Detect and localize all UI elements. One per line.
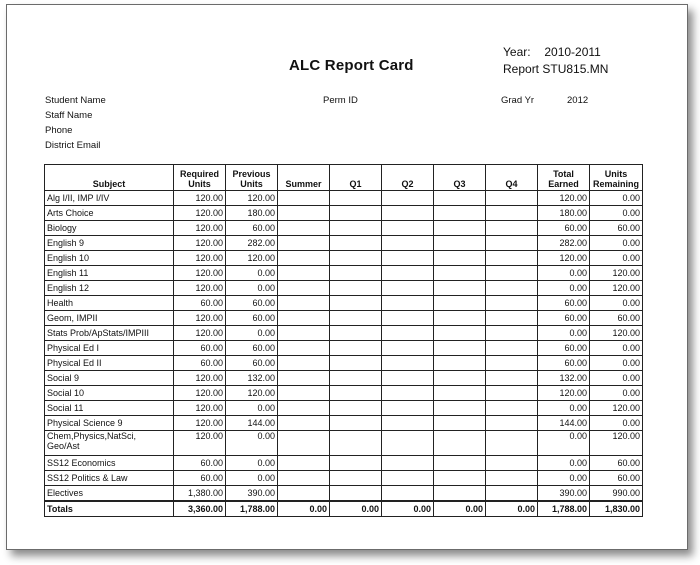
value-cell: 0.00 bbox=[590, 251, 643, 266]
value-cell bbox=[330, 236, 382, 251]
value-cell bbox=[434, 251, 486, 266]
value-cell bbox=[278, 326, 330, 341]
value-cell: 120.00 bbox=[174, 386, 226, 401]
value-cell bbox=[486, 356, 538, 371]
table-row bbox=[45, 386, 643, 401]
value-cell bbox=[330, 296, 382, 311]
value-cell bbox=[486, 456, 538, 471]
value-cell bbox=[278, 416, 330, 431]
value-cell: 0.00 bbox=[590, 206, 643, 221]
value-cell: 120.00 bbox=[226, 251, 278, 266]
value-cell: 990.00 bbox=[590, 486, 643, 502]
subject-cell: English 12 bbox=[45, 281, 174, 296]
value-cell bbox=[278, 221, 330, 236]
value-cell: 144.00 bbox=[538, 416, 590, 431]
value-cell bbox=[278, 356, 330, 371]
year-value: 2010-2011 bbox=[544, 45, 601, 59]
value-cell bbox=[486, 326, 538, 341]
value-cell bbox=[486, 266, 538, 281]
value-cell: 60.00 bbox=[174, 341, 226, 356]
value-cell bbox=[330, 356, 382, 371]
value-cell: 0.00 bbox=[590, 191, 643, 206]
value-cell: 0.00 bbox=[538, 431, 590, 456]
value-cell: 120.00 bbox=[538, 386, 590, 401]
value-cell bbox=[486, 401, 538, 416]
subject-cell: Stats Prob/ApStats/IMPIII bbox=[45, 326, 174, 341]
subject-cell: Geom, IMPII bbox=[45, 311, 174, 326]
value-cell: 60.00 bbox=[538, 341, 590, 356]
table-row bbox=[45, 401, 643, 416]
value-cell bbox=[330, 371, 382, 386]
value-cell bbox=[278, 191, 330, 206]
report-title: ALC Report Card bbox=[289, 57, 414, 74]
value-cell bbox=[486, 281, 538, 296]
value-cell: 120.00 bbox=[590, 431, 643, 456]
value-cell bbox=[382, 236, 434, 251]
value-cell: 120.00 bbox=[590, 281, 643, 296]
column-header: Required Units bbox=[174, 165, 226, 191]
subject-cell: English 10 bbox=[45, 251, 174, 266]
value-cell: 60.00 bbox=[538, 311, 590, 326]
value-cell bbox=[382, 326, 434, 341]
value-cell: 120.00 bbox=[174, 281, 226, 296]
value-cell bbox=[434, 401, 486, 416]
column-header: Q1 bbox=[330, 165, 382, 191]
value-cell bbox=[330, 251, 382, 266]
value-cell bbox=[434, 471, 486, 486]
value-cell: 0.00 bbox=[590, 371, 643, 386]
value-cell: 0.00 bbox=[538, 266, 590, 281]
value-cell: 0.00 bbox=[278, 501, 330, 517]
value-cell bbox=[434, 326, 486, 341]
value-cell: 120.00 bbox=[538, 251, 590, 266]
value-cell: 60.00 bbox=[174, 471, 226, 486]
value-cell bbox=[330, 206, 382, 221]
value-cell: 60.00 bbox=[174, 296, 226, 311]
value-cell bbox=[330, 326, 382, 341]
table-row bbox=[45, 311, 643, 326]
value-cell bbox=[382, 401, 434, 416]
value-cell bbox=[382, 296, 434, 311]
value-cell bbox=[330, 416, 382, 431]
value-cell bbox=[278, 266, 330, 281]
report-label: Report bbox=[503, 62, 540, 76]
table-row bbox=[45, 326, 643, 341]
value-cell: 120.00 bbox=[174, 416, 226, 431]
value-cell bbox=[278, 296, 330, 311]
value-cell bbox=[434, 386, 486, 401]
value-cell bbox=[486, 251, 538, 266]
student-name-label: Student Name bbox=[45, 95, 106, 106]
year-line bbox=[503, 45, 601, 59]
table-row bbox=[45, 206, 643, 221]
value-cell bbox=[486, 236, 538, 251]
value-cell: 60.00 bbox=[538, 221, 590, 236]
value-cell bbox=[434, 191, 486, 206]
table-row bbox=[45, 251, 643, 266]
value-cell: 120.00 bbox=[174, 236, 226, 251]
value-cell bbox=[278, 236, 330, 251]
value-cell bbox=[434, 266, 486, 281]
table-row bbox=[45, 456, 643, 471]
value-cell bbox=[330, 341, 382, 356]
table-row bbox=[45, 356, 643, 371]
value-cell: 0.00 bbox=[538, 471, 590, 486]
value-cell: 0.00 bbox=[590, 341, 643, 356]
value-cell bbox=[278, 401, 330, 416]
value-cell: 1,830.00 bbox=[590, 501, 643, 517]
value-cell bbox=[486, 311, 538, 326]
value-cell bbox=[382, 416, 434, 431]
value-cell bbox=[278, 311, 330, 326]
value-cell bbox=[434, 486, 486, 502]
value-cell: 120.00 bbox=[174, 221, 226, 236]
value-cell bbox=[330, 456, 382, 471]
value-cell: 390.00 bbox=[226, 486, 278, 502]
value-cell: 60.00 bbox=[538, 356, 590, 371]
value-cell bbox=[382, 371, 434, 386]
value-cell bbox=[382, 431, 434, 456]
value-cell bbox=[486, 191, 538, 206]
table-row bbox=[45, 371, 643, 386]
table-row bbox=[45, 221, 643, 236]
value-cell bbox=[330, 266, 382, 281]
value-cell bbox=[382, 341, 434, 356]
value-cell bbox=[486, 296, 538, 311]
value-cell bbox=[434, 296, 486, 311]
table-row bbox=[45, 266, 643, 281]
value-cell: 3,360.00 bbox=[174, 501, 226, 517]
value-cell bbox=[330, 486, 382, 502]
value-cell bbox=[382, 221, 434, 236]
value-cell: 144.00 bbox=[226, 416, 278, 431]
value-cell bbox=[278, 471, 330, 486]
value-cell bbox=[278, 206, 330, 221]
value-cell bbox=[434, 371, 486, 386]
column-header: Summer bbox=[278, 165, 330, 191]
value-cell bbox=[434, 281, 486, 296]
value-cell: 60.00 bbox=[174, 456, 226, 471]
staff-name-label: Staff Name bbox=[45, 110, 93, 121]
year-label: Year: bbox=[503, 45, 531, 59]
value-cell: 1,788.00 bbox=[226, 501, 278, 517]
value-cell: 282.00 bbox=[226, 236, 278, 251]
value-cell bbox=[382, 191, 434, 206]
subject-cell: Arts Choice bbox=[45, 206, 174, 221]
value-cell: 0.00 bbox=[538, 456, 590, 471]
subject-cell: Social 9 bbox=[45, 371, 174, 386]
value-cell: 0.00 bbox=[538, 326, 590, 341]
value-cell: 60.00 bbox=[226, 311, 278, 326]
value-cell bbox=[486, 206, 538, 221]
subject-cell: SS12 Economics bbox=[45, 456, 174, 471]
value-cell: 120.00 bbox=[226, 191, 278, 206]
value-cell bbox=[278, 386, 330, 401]
value-cell: 0.00 bbox=[330, 501, 382, 517]
value-cell: 60.00 bbox=[590, 311, 643, 326]
value-cell bbox=[330, 191, 382, 206]
value-cell bbox=[434, 206, 486, 221]
value-cell: 282.00 bbox=[538, 236, 590, 251]
value-cell: 0.00 bbox=[226, 326, 278, 341]
value-cell bbox=[486, 341, 538, 356]
subject-cell: SS12 Politics & Law bbox=[45, 471, 174, 486]
subject-cell: Biology bbox=[45, 221, 174, 236]
value-cell bbox=[434, 311, 486, 326]
value-cell bbox=[330, 401, 382, 416]
value-cell: 0.00 bbox=[226, 266, 278, 281]
value-cell: 0.00 bbox=[486, 501, 538, 517]
subject-cell: Electives bbox=[45, 486, 174, 502]
value-cell: 120.00 bbox=[174, 206, 226, 221]
value-cell bbox=[486, 431, 538, 456]
value-cell bbox=[382, 206, 434, 221]
value-cell: 0.00 bbox=[226, 431, 278, 456]
value-cell bbox=[382, 486, 434, 502]
value-cell bbox=[382, 251, 434, 266]
value-cell bbox=[382, 281, 434, 296]
value-cell: 120.00 bbox=[590, 401, 643, 416]
value-cell bbox=[382, 266, 434, 281]
grad-year-label: Grad Yr bbox=[501, 95, 535, 106]
value-cell: 60.00 bbox=[226, 356, 278, 371]
value-cell: 1,380.00 bbox=[174, 486, 226, 502]
value-cell bbox=[434, 236, 486, 251]
value-cell bbox=[330, 311, 382, 326]
table-header-row bbox=[45, 165, 643, 191]
value-cell: 0.00 bbox=[590, 296, 643, 311]
table-row bbox=[45, 296, 643, 311]
subject-cell: Totals bbox=[45, 501, 174, 517]
value-cell: 120.00 bbox=[174, 266, 226, 281]
report-line bbox=[503, 62, 608, 76]
value-cell: 0.00 bbox=[226, 281, 278, 296]
column-header: Units Remaining bbox=[590, 165, 643, 191]
value-cell: 60.00 bbox=[590, 221, 643, 236]
value-cell bbox=[278, 281, 330, 296]
value-cell: 60.00 bbox=[590, 471, 643, 486]
value-cell bbox=[434, 456, 486, 471]
subject-cell: Physical Science 9 bbox=[45, 416, 174, 431]
table-row bbox=[45, 486, 643, 502]
value-cell bbox=[382, 386, 434, 401]
value-cell: 60.00 bbox=[226, 221, 278, 236]
value-cell: 0.00 bbox=[590, 356, 643, 371]
value-cell bbox=[486, 386, 538, 401]
value-cell: 60.00 bbox=[226, 296, 278, 311]
table-row bbox=[45, 281, 643, 296]
value-cell: 0.00 bbox=[590, 386, 643, 401]
value-cell: 1,788.00 bbox=[538, 501, 590, 517]
value-cell: 120.00 bbox=[538, 191, 590, 206]
value-cell bbox=[382, 456, 434, 471]
perm-id-label: Perm ID bbox=[323, 95, 358, 106]
column-header: Q3 bbox=[434, 165, 486, 191]
value-cell bbox=[278, 431, 330, 456]
value-cell bbox=[278, 341, 330, 356]
value-cell bbox=[330, 281, 382, 296]
report-card-sheet bbox=[6, 4, 688, 550]
subject-cell: Chem,Physics,NatSci, Geo/Ast bbox=[45, 431, 174, 456]
value-cell: 120.00 bbox=[174, 431, 226, 456]
value-cell bbox=[486, 471, 538, 486]
value-cell bbox=[278, 251, 330, 266]
table-row bbox=[45, 471, 643, 486]
column-header: Q4 bbox=[486, 165, 538, 191]
value-cell: 0.00 bbox=[226, 456, 278, 471]
report-value: STU815.MN bbox=[542, 62, 609, 76]
table-row bbox=[45, 236, 643, 251]
value-cell: 60.00 bbox=[590, 456, 643, 471]
subject-cell: Health bbox=[45, 296, 174, 311]
value-cell: 60.00 bbox=[226, 341, 278, 356]
table-row bbox=[45, 191, 643, 206]
table-row bbox=[45, 341, 643, 356]
value-cell: 132.00 bbox=[538, 371, 590, 386]
value-cell: 60.00 bbox=[538, 296, 590, 311]
value-cell: 0.00 bbox=[590, 236, 643, 251]
value-cell bbox=[382, 471, 434, 486]
value-cell: 120.00 bbox=[174, 191, 226, 206]
value-cell bbox=[382, 311, 434, 326]
value-cell bbox=[278, 371, 330, 386]
value-cell bbox=[278, 456, 330, 471]
value-cell bbox=[434, 221, 486, 236]
value-cell: 180.00 bbox=[226, 206, 278, 221]
value-cell: 120.00 bbox=[226, 386, 278, 401]
value-cell: 0.00 bbox=[382, 501, 434, 517]
value-cell: 0.00 bbox=[226, 471, 278, 486]
phone-label: Phone bbox=[45, 125, 73, 136]
value-cell: 132.00 bbox=[226, 371, 278, 386]
value-cell: 120.00 bbox=[174, 401, 226, 416]
subject-cell: Social 10 bbox=[45, 386, 174, 401]
subject-cell: English 11 bbox=[45, 266, 174, 281]
subject-cell: English 9 bbox=[45, 236, 174, 251]
table-row bbox=[45, 416, 643, 431]
value-cell bbox=[434, 356, 486, 371]
column-header: Subject bbox=[45, 165, 174, 191]
subject-cell: Physical Ed I bbox=[45, 341, 174, 356]
column-header: Total Earned bbox=[538, 165, 590, 191]
subject-cell: Social 11 bbox=[45, 401, 174, 416]
value-cell bbox=[330, 221, 382, 236]
value-cell bbox=[330, 431, 382, 456]
value-cell: 180.00 bbox=[538, 206, 590, 221]
value-cell: 120.00 bbox=[174, 311, 226, 326]
value-cell: 120.00 bbox=[174, 326, 226, 341]
value-cell bbox=[382, 356, 434, 371]
column-header: Previous Units bbox=[226, 165, 278, 191]
column-header: Q2 bbox=[382, 165, 434, 191]
value-cell: 0.00 bbox=[590, 416, 643, 431]
subject-cell: Physical Ed II bbox=[45, 356, 174, 371]
subject-cell: Alg I/II, IMP I/IV bbox=[45, 191, 174, 206]
value-cell bbox=[486, 221, 538, 236]
value-cell: 0.00 bbox=[226, 401, 278, 416]
value-cell: 0.00 bbox=[538, 281, 590, 296]
value-cell bbox=[330, 386, 382, 401]
value-cell bbox=[434, 431, 486, 456]
value-cell bbox=[486, 486, 538, 502]
value-cell: 0.00 bbox=[434, 501, 486, 517]
value-cell: 120.00 bbox=[174, 371, 226, 386]
value-cell: 0.00 bbox=[538, 401, 590, 416]
value-cell: 390.00 bbox=[538, 486, 590, 502]
value-cell bbox=[330, 471, 382, 486]
value-cell: 120.00 bbox=[590, 266, 643, 281]
value-cell bbox=[434, 341, 486, 356]
value-cell bbox=[278, 486, 330, 502]
value-cell: 60.00 bbox=[174, 356, 226, 371]
grad-year-value: 2012 bbox=[567, 95, 589, 106]
table-row bbox=[45, 431, 643, 456]
value-cell bbox=[486, 416, 538, 431]
district-email-label: District Email bbox=[45, 140, 101, 151]
value-cell bbox=[434, 416, 486, 431]
value-cell: 120.00 bbox=[590, 326, 643, 341]
totals-row bbox=[45, 501, 643, 517]
grades-table bbox=[44, 164, 643, 517]
value-cell bbox=[486, 371, 538, 386]
value-cell: 120.00 bbox=[174, 251, 226, 266]
